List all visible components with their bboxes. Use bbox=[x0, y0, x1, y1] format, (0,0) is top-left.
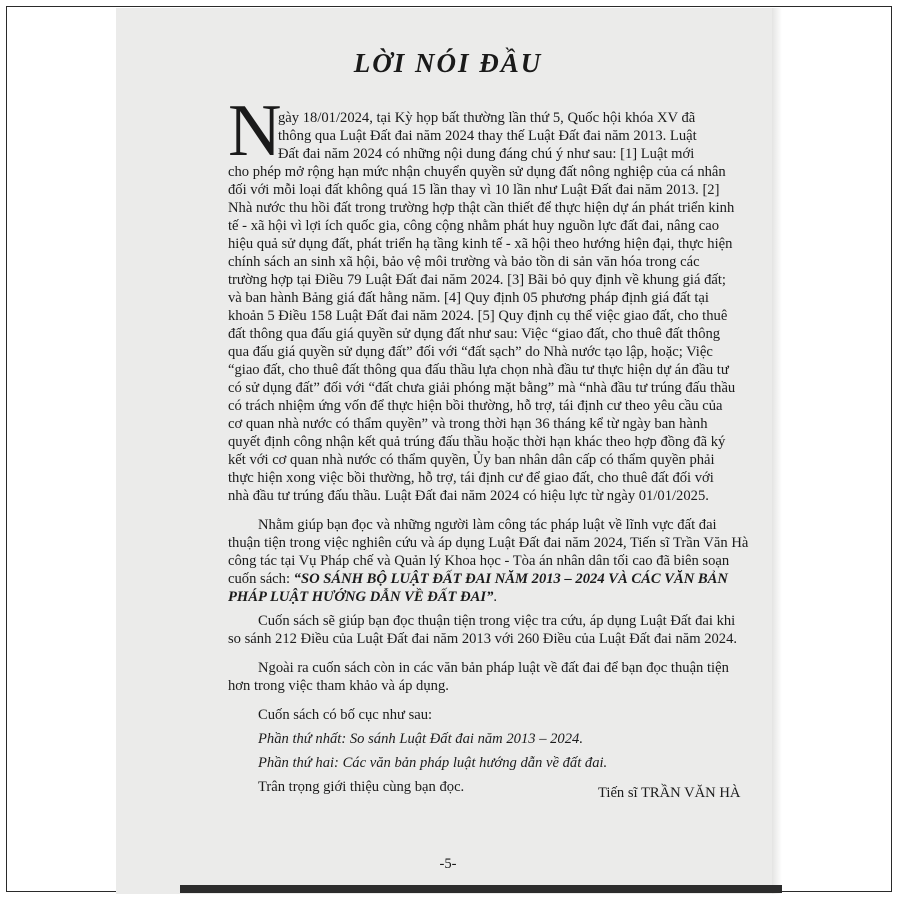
book-page bbox=[116, 8, 780, 894]
author-signature: Tiến sĩ TRẦN VĂN HÀ bbox=[598, 785, 741, 801]
page-bottom-edge bbox=[180, 885, 782, 893]
book-title-line-1: “SO SÁNH BỘ LUẬT ĐẤT ĐAI NĂM 2013 – 2024 VÀ CÁC VĂN BẢN bbox=[293, 571, 728, 587]
paragraph-line: quyết định công nhận kết quả trúng đấu thầu hoặc thời hạn khác theo hợp đồng đã ký bbox=[228, 434, 726, 450]
paragraph-line: “giao đất, cho thuê đất thông qua đấu thầu lựa chọn nhà đầu tư thực hiện dự án đầu tư bbox=[228, 362, 729, 378]
paragraph-line: Đất đai năm 2024 có những nội dung đáng chú ý như sau: [1] Luật mới bbox=[278, 146, 695, 162]
paragraph-line: so sánh 212 Điều của Luật Đất đai năm 2013 với 260 Điều của Luật Đất đai năm 2024. bbox=[228, 631, 738, 647]
page-title: LỜI NÓI ĐẦU bbox=[353, 48, 543, 78]
paragraph-line: thực hiện xong việc bồi thường, hỗ trợ, tái định cư để giao đất, cho thuê đất đối với bbox=[228, 470, 714, 486]
page-number: -5- bbox=[439, 856, 457, 872]
paragraph-line: và ban hành Bảng giá đất hằng năm. [4] Quy định 05 phương pháp định giá đất tại bbox=[228, 290, 709, 306]
paragraph-line: kết với cơ quan nhà nước có thẩm quyền, Ủy ban nhân dân cấp có thẩm quyền phải bbox=[228, 452, 715, 468]
book-intro-text: cuốn sách: bbox=[228, 571, 294, 587]
structure-intro: Cuốn sách có bố cục như sau: bbox=[258, 707, 433, 723]
paragraph-line: qua đấu giá quyền sử dụng đất” đối với “đất sạch” do Nhà nước tạo lập, hoặc; Việc bbox=[228, 344, 713, 360]
part-one: Phần thứ nhất: So sánh Luật Đất đai năm 2013 – 2024. bbox=[258, 731, 583, 747]
book-title-end: . bbox=[493, 589, 498, 605]
page-edge-shadow bbox=[772, 8, 782, 894]
paragraph-line: thuận tiện trong việc nghiên cứu và áp dụng Luật Đất đai năm 2024, Tiến sĩ Trần Văn Hà bbox=[228, 535, 749, 551]
part-two: Phần thứ hai: Các văn bản pháp luật hướng dẫn về đất đai. bbox=[258, 755, 608, 771]
book-title-line-2: PHÁP LUẬT HƯỚNG DẪN VỀ ĐẤT ĐAI” bbox=[228, 589, 494, 605]
paragraph-line: đối với mỗi loại đất không quá 15 lần thay vì 10 lần như Luật Đất đai năm 2013. [2] bbox=[228, 182, 720, 198]
paragraph-line: trường hợp tại Điều 79 Luật Đất đai năm 2024. [3] Bãi bỏ quy định về khung giá đất; bbox=[228, 272, 726, 288]
closing-line: Trân trọng giới thiệu cùng bạn đọc. bbox=[258, 779, 465, 795]
paragraph-line: đất thông qua đấu giá quyền sử dụng đất như sau: Việc “giao đất, cho thuê đất thông bbox=[228, 326, 721, 342]
paragraph-line: có sử dụng đất” đối với “đất chưa giải phóng mặt bằng” mà “nhà đầu tư trúng đấu thầu bbox=[228, 380, 736, 396]
paragraph-line: hơn trong việc tham khảo và áp dụng. bbox=[228, 678, 449, 694]
paragraph-line: khoản 5 Điều 158 Luật Đất đai năm 2024. [5] Quy định cụ thể việc giao đất, cho thuê bbox=[228, 308, 728, 324]
paragraph-line: thông qua Luật Đất đai năm 2024 thay thế Luật Đất đai năm 2013. Luật bbox=[278, 128, 697, 144]
paragraph-line: Nhà nước thu hồi đất trong trường hợp thật cần thiết để thực hiện dự án phát triển kinh bbox=[228, 200, 735, 216]
paragraph-line: gày 18/01/2024, tại Kỳ họp bất thường lần thứ 5, Quốc hội khóa XV đã bbox=[278, 110, 696, 126]
paragraph-line: nhà đầu tư trúng đấu thầu. Luật Đất đai năm 2024 có hiệu lực từ ngày 01/01/2025. bbox=[228, 488, 709, 504]
drop-cap-letter: N bbox=[228, 90, 282, 172]
paragraph-line: cho phép mở rộng hạn mức nhận chuyển quyền sử dụng đất nông nghiệp của cá nhân bbox=[228, 164, 726, 180]
paragraph-line bbox=[228, 588, 497, 606]
paragraph-line: có trách nhiệm ứng vốn để thực hiện bồi thường, hỗ trợ, tái định cư theo yêu cầu của bbox=[228, 398, 723, 414]
paragraph-line: tế - xã hội vì lợi ích quốc gia, công cộng nhằm phát huy nguồn lực đất đai, nâng cao bbox=[228, 218, 720, 234]
paragraph-line bbox=[228, 570, 728, 588]
paragraph-line: Ngoài ra cuốn sách còn in các văn bản pháp luật về đất đai để bạn đọc thuận tiện bbox=[258, 660, 729, 676]
paragraph-line: cơ quan nhà nước có thẩm quyền” và trong thời hạn 36 tháng kể từ ngày ban hành bbox=[228, 416, 708, 432]
paragraph-line: công tác tại Vụ Pháp chế và Quản lý Khoa học - Tòa án nhân dân tối cao đã biên soạn bbox=[228, 553, 730, 569]
page-content bbox=[116, 8, 780, 894]
paragraph-line: chính sách an sinh xã hội, bảo vệ môi trường và bảo tồn di sản văn hóa trong các bbox=[228, 254, 700, 270]
paragraph-line: Cuốn sách sẽ giúp bạn đọc thuận tiện trong việc tra cứu, áp dụng Luật Đất đai khi bbox=[258, 613, 736, 629]
paragraph-line: Nhằm giúp bạn đọc và những người làm công tác pháp luật về lĩnh vực đất đai bbox=[258, 517, 717, 533]
paragraph-line: hiệu quả sử dụng đất, phát triển hạ tầng kinh tế - xã hội theo hướng hiện đại, thực hiện bbox=[228, 236, 733, 252]
